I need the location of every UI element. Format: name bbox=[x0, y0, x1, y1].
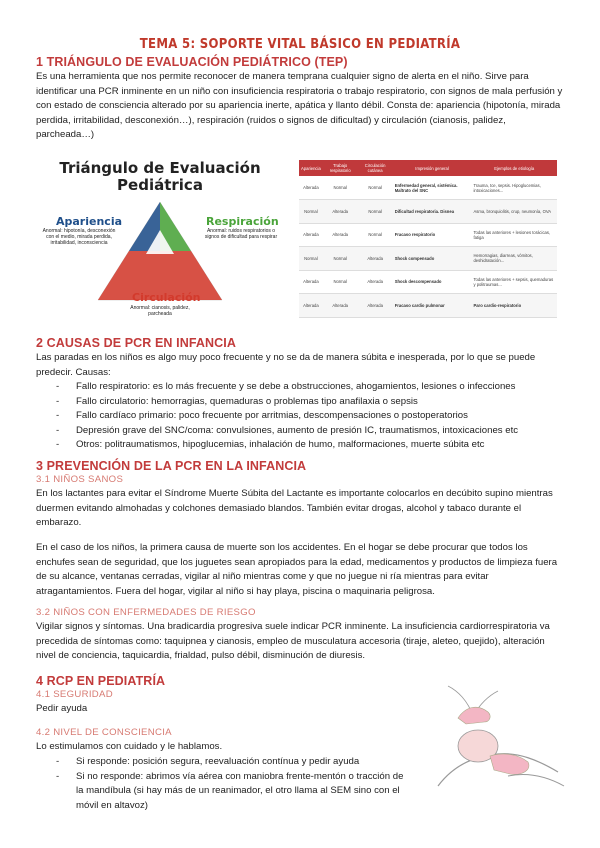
section-3-1-paragraph-1: En los lactantes para evitar el Síndrome Muerte Súbita del Lactante es importante colocarlos en decúbito supino mientras duermen evitando almohadas y colchones demasiado blandos. También evitar drogas, alcohol y tabaco durante el embarazo. bbox=[36, 488, 553, 529]
section-2-paragraph: Las paradas en los niños es algo muy poco frecuente y no se da de manera súbita e inesperada, por lo que se puede predecir. Causas: bbox=[36, 352, 536, 378]
list-item: - Depresión grave del SNC/coma: convulsiones, aumento de presión IC, traumatismos, intoxicaciones etc bbox=[56, 424, 566, 439]
list-item: - Fallo respiratorio: es lo más frecuente y se debe a obstrucciones, ahogamientos, lesiones o infecciones bbox=[56, 380, 566, 395]
table-cell: Fracaso cardio pulmonar bbox=[393, 294, 472, 318]
section-3-1-heading: 3.1 NIÑOS SANOS bbox=[36, 474, 124, 485]
table-header-cell: Trabajo respiratorio bbox=[323, 160, 358, 176]
table-cell: Alterada bbox=[358, 247, 393, 271]
table-cell: Alterada bbox=[299, 270, 323, 294]
table-cell: Alterada bbox=[299, 223, 323, 247]
section-3-2-heading: 3.2 NIÑOS CON ENFERMEDADES DE RIESGO bbox=[36, 607, 256, 618]
table-cell: Normal bbox=[323, 270, 358, 294]
table-cell: Paro cardio-respiratorio bbox=[471, 294, 557, 318]
section-4-1-paragraph: Pedir ayuda bbox=[36, 703, 88, 714]
tep-figure-title-line2: Pediátrica bbox=[117, 176, 203, 194]
table-row bbox=[299, 247, 557, 271]
table-cell: Todas las anteriores + sepsis, quemaduras y politraumas... bbox=[471, 270, 557, 294]
table-header-cell: Impresión general bbox=[393, 160, 472, 176]
table-cell: Dificultad respiratoria. Disnea bbox=[393, 200, 472, 224]
causes-list bbox=[56, 380, 566, 453]
section-4-2-heading: 4.2 NIVEL DE CONSCIENCIA bbox=[36, 727, 172, 738]
list-item: - Fallo circulatorio: hemorragias, quemaduras o problemas tipo anafilaxia o sepsis bbox=[56, 395, 566, 410]
table-row bbox=[299, 176, 557, 200]
table-cell: Alterada bbox=[323, 223, 358, 247]
document-title: TEMA 5: SOPORTE VITAL BÁSICO EN PEDIATRÍA bbox=[139, 37, 461, 52]
label-respiracion: Respiración bbox=[206, 215, 279, 228]
rescuer-hand-chin bbox=[490, 754, 529, 774]
table-cell: Trauma, tce, sepsis. Hipoglucemias, intoxicaciones... bbox=[471, 176, 557, 200]
tep-table-header bbox=[299, 160, 557, 176]
table-cell: Fracaso respiratorio bbox=[393, 223, 472, 247]
table-cell: Alterada bbox=[323, 294, 358, 318]
table-cell: Asma, bronquiolitis, crup, neumonía, OVA bbox=[471, 200, 557, 224]
table-row bbox=[299, 223, 557, 247]
table-cell: Normal bbox=[323, 176, 358, 200]
section-4-heading: 4 RCP EN PEDIATRÍA bbox=[36, 674, 166, 688]
tep-triangle-figure bbox=[36, 150, 284, 326]
section-4-1-heading: 4.1 SEGURIDAD bbox=[36, 689, 113, 700]
section-4-2-paragraph: Lo estimulamos con cuidado y le hablamos. bbox=[36, 741, 223, 752]
table-cell: Alterada bbox=[358, 270, 393, 294]
section-1-paragraph: Es una herramienta que nos permite reconocer de manera temprana cualquier signo de alerta en el niño. Sirve para identificar una PCR inminente en un niño con insuficiencia respiratoria o trabajo respiratorio, con signos de mala perfusión y con estado de consciencia alterado por su apariencia inerte, apática y llanto débil. Consta de: apariencia (hipotonía, mirada perdida, irritabilidad, desconexión…), respiración (ruidos o signos de dificultad) y circulación (cianosis, palidez, parcheada…) bbox=[36, 71, 563, 141]
table-header-cell: Apariencia bbox=[299, 160, 323, 176]
desc-apariencia: Anormal: hipotonía, desconexión con el medio, mirada perdida, irritabilidad, inconsciencia bbox=[42, 228, 116, 246]
table-header-cell: Circulación cutánea bbox=[358, 160, 393, 176]
table-cell: Alterada bbox=[299, 294, 323, 318]
table-cell: Normal bbox=[299, 247, 323, 271]
table-cell: Normal bbox=[323, 247, 358, 271]
table-row bbox=[299, 270, 557, 294]
list-item: - Otros: politraumatismos, hipoglucemias, inhalación de humo, malformaciones, muerte súbita etc bbox=[56, 438, 566, 453]
table-cell: Normal bbox=[358, 223, 393, 247]
table-cell: Alterada bbox=[323, 200, 358, 224]
tep-figure-title-line1: Triángulo de Evaluación bbox=[59, 159, 261, 177]
list-item: - Fallo cardíaco primario: poco frecuente por arritmias, descompensaciones o postoperatorios bbox=[56, 409, 566, 424]
table-cell: Hemorragias, diarreas, vómitos, deshidratación... bbox=[471, 247, 557, 271]
table-cell: Enfermedad general, sistémica. Maltrato del SNC bbox=[393, 176, 472, 200]
table-row bbox=[299, 200, 557, 224]
desc-circulacion: Anormal: cianosis, palidez, parcheada bbox=[130, 305, 190, 317]
table-cell: Normal bbox=[358, 200, 393, 224]
section-1-heading: 1 TRIÁNGULO DE EVALUACIÓN PEDIÁTRICO (TEP) bbox=[36, 55, 348, 69]
table-cell: Normal bbox=[299, 200, 323, 224]
table-cell: Alterada bbox=[358, 294, 393, 318]
consciousness-list bbox=[56, 755, 406, 813]
table-cell: Todas las anteriores + lesiones torácicas, fatiga bbox=[471, 223, 557, 247]
rescuer-hand-top bbox=[458, 707, 490, 724]
table-cell: Shock compensado bbox=[393, 247, 472, 271]
table-cell: Shock descompensado bbox=[393, 270, 472, 294]
cpr-illustration bbox=[418, 676, 568, 796]
list-item: - Si no responde: abrimos vía aérea con maniobra frente-mentón o tracción de la mandíbula (si hay más de un reanimador, el otro llama al SEM sino con el móvil en altavoz) bbox=[56, 770, 406, 814]
desc-respiracion: Anormal: ruidos respiratorios o signos de dificultad para respirar bbox=[204, 228, 278, 240]
section-3-heading: 3 PREVENCIÓN DE LA PCR EN LA INFANCIA bbox=[36, 459, 307, 473]
section-2-heading: 2 CAUSAS DE PCR EN INFANCIA bbox=[36, 336, 236, 350]
section-3-1-paragraph-2: En el caso de los niños, la primera causa de muerte son los accidentes. En el hogar se debe procurar que todos los enchufes sean de seguridad, que los juguetes sean apropiados para la edad, medicamentos y productos de limpieza fuera de su alcance, ventanas cerradas, vigilar al niño mientras come y que no juegue ni ría mientras para evitar atragantamientos. Fuera del hogar, vigilar al niño si hay playa, piscina o maquinaria peligrosa. bbox=[36, 542, 558, 597]
table-row bbox=[299, 294, 557, 318]
label-apariencia: Apariencia bbox=[56, 215, 123, 228]
list-item: - Si responde: posición segura, reevaluación contínua y pedir ayuda bbox=[56, 755, 406, 770]
tep-table bbox=[299, 160, 557, 318]
section-3-2-paragraph: Vigilar signos y síntomas. Una bradicardia progresiva suele indicar PCR inminente. La insuficiencia cardiorrespiratoria va precedida de síntomas como: taquipnea y cianosis, empleo de musculatura accesoria (tiraje, aleteo, quejido), alteración nivel de conciencia, taquicardia, frialdad, pulso débil, disminución de diuresis. bbox=[36, 621, 550, 662]
table-header-cell: Ejemplos de etiología bbox=[471, 160, 557, 176]
table-cell: Normal bbox=[358, 176, 393, 200]
label-circulacion: Circulación bbox=[132, 291, 201, 304]
table-cell: Alterada bbox=[299, 176, 323, 200]
